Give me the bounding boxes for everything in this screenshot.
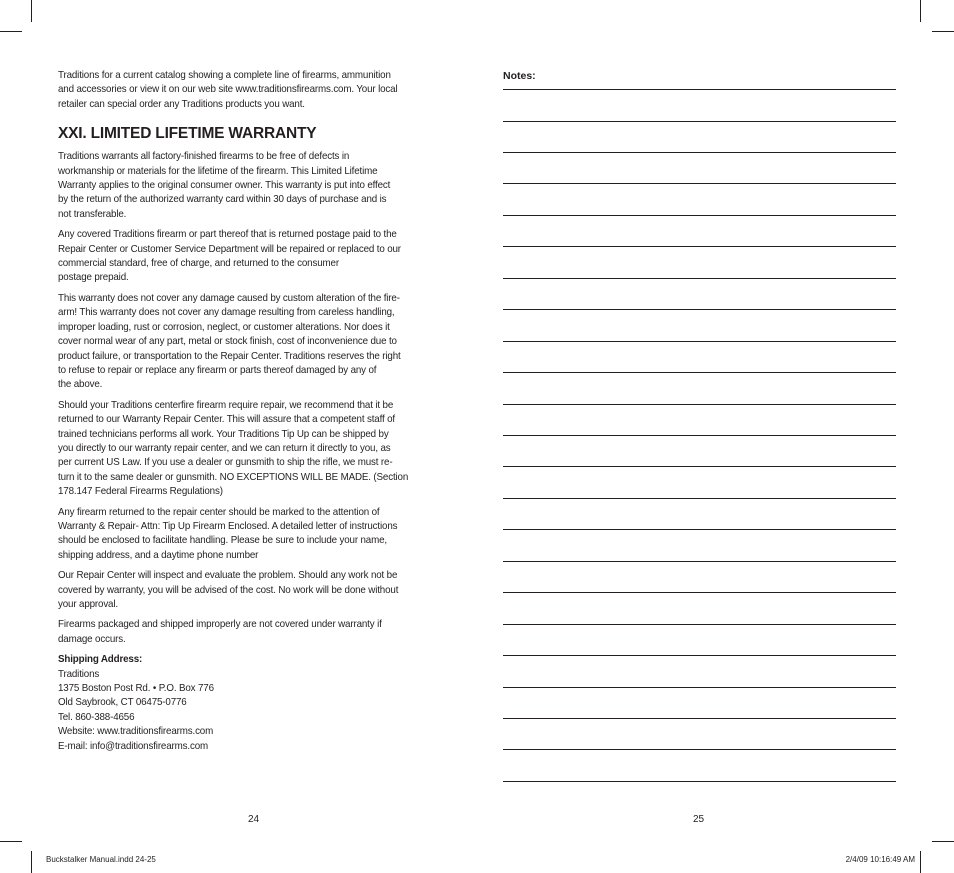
warranty-paragraph: Should your Traditions centerfire firearm require repair, we recommend that it be returned to our Warranty Repair Center. This will assure that a competent staff of trained technicians performs all work. Your Traditions Tip Up can be shipped by you directly to our warranty repair center, and we can return it directly to you, as per current US Law. If you use a dealer or gunsmith to ship the rifle, we must re- turn it to the same dealer or gunsmith. NO EXCEPTIONS WILL BE MADE. (Section 178.147 Federal Firearms Regulations) <box>58 399 409 498</box>
note-line <box>503 781 896 782</box>
note-line <box>503 309 896 310</box>
crop-mark-bottom-left-v <box>31 851 32 873</box>
intro-paragraph: Traditions for a current catalog showing a complete line of firearms, ammunition and accessories or view it on our web site www.traditionsfirearms.com. Your local retailer can special order any Traditions products you want. <box>58 70 398 110</box>
note-line <box>503 592 896 593</box>
crop-mark-bottom-right-v <box>920 851 921 873</box>
note-line <box>503 152 896 153</box>
note-line <box>503 246 896 247</box>
crop-mark-top-left-h <box>0 31 22 32</box>
note-line <box>503 624 896 625</box>
slug-filename: Buckstalker Manual.indd 24-25 <box>46 855 156 864</box>
shipping-address-line: 1375 Boston Post Rd. • P.O. Box 776 <box>58 683 214 695</box>
note-line <box>503 749 896 750</box>
right-page <box>503 69 896 83</box>
note-line <box>503 718 896 719</box>
shipping-address-line: Traditions <box>58 668 100 680</box>
note-line <box>503 183 896 184</box>
shipping-address-line: Tel. 860-388-4656 <box>58 711 135 723</box>
note-line <box>503 655 896 656</box>
note-line <box>503 215 896 216</box>
warranty-paragraph: This warranty does not cover any damage caused by custom alteration of the fire- arm! This warranty does not cover any damage resulting from careless handling, improper loading, rust or corrosion, neglect, or customer alterations. Nor does it cover normal wear of any part, metal or stock finish, cost of inconvenience due to product failure, or transportation to the Repair Center. Traditions reserves the right to refuse to repair or replace any firearm or parts thereof damaged by any of the above. <box>58 292 401 391</box>
note-line <box>503 404 896 405</box>
note-line <box>503 341 896 342</box>
shipping-address-line: Website: www.traditionsfirearms.com <box>58 726 214 738</box>
notes-title: Notes: <box>503 70 536 82</box>
crop-mark-top-left-v <box>31 0 32 22</box>
warranty-paragraph: Any covered Traditions firearm or part thereof that is returned postage paid to the Repair Center or Customer Service Department will be repaired or replaced to our commercial standard, free of charge, and returned to the consumer postage prepaid. <box>58 229 401 284</box>
shipping-address-title: Shipping Address: <box>58 654 143 666</box>
page-number-left: 24 <box>248 814 260 825</box>
note-line <box>503 89 896 90</box>
warranty-paragraph: Traditions warrants all factory-finished firearms to be free of defects in workmanship or materials for the lifetime of the firearm. This Limited Lifetime Warranty applies to the original consumer owner. This warranty is put into effect by the return of the authorized warranty card within 30 days of purchase and is not transferable. <box>58 151 391 220</box>
warranty-paragraph: Any firearm returned to the repair center should be marked to the attention of Warranty & Repair- Attn: Tip Up Firearm Enclosed. A detailed letter of instructions should be enclosed to facilitate handling. Please be sure to include your name, shipping address, and a daytime phone number <box>58 506 398 561</box>
warranty-paragraph: Firearms packaged and shipped improperly are not covered under warranty if damage occurs. <box>58 619 382 645</box>
note-line <box>503 498 896 499</box>
note-line <box>503 121 896 122</box>
note-line <box>503 372 896 373</box>
crop-mark-top-right-v <box>920 0 921 22</box>
note-line <box>503 435 896 436</box>
crop-mark-bottom-left-h <box>0 841 22 842</box>
shipping-address-line: Old Saybrook, CT 06475-0776 <box>58 697 187 709</box>
note-line <box>503 687 896 688</box>
page-number-right: 25 <box>693 814 705 825</box>
crop-mark-bottom-right-h <box>932 841 954 842</box>
shipping-address-line: E-mail: info@traditionsfirearms.com <box>58 740 208 752</box>
note-line <box>503 561 896 562</box>
slug-timestamp: 2/4/09 10:16:49 AM <box>845 855 915 864</box>
shipping-address-block <box>58 653 450 754</box>
note-line <box>503 278 896 279</box>
note-line <box>503 529 896 530</box>
crop-mark-top-right-h <box>932 31 954 32</box>
note-line <box>503 466 896 467</box>
warranty-paragraph: Our Repair Center will inspect and evaluate the problem. Should any work not be covered by warranty, you will be advised of the cost. No work will be done without your approval. <box>58 570 399 610</box>
warranty-heading: XXI. LIMITED LIFETIME WARRANTY <box>58 125 317 143</box>
left-page <box>58 69 450 760</box>
